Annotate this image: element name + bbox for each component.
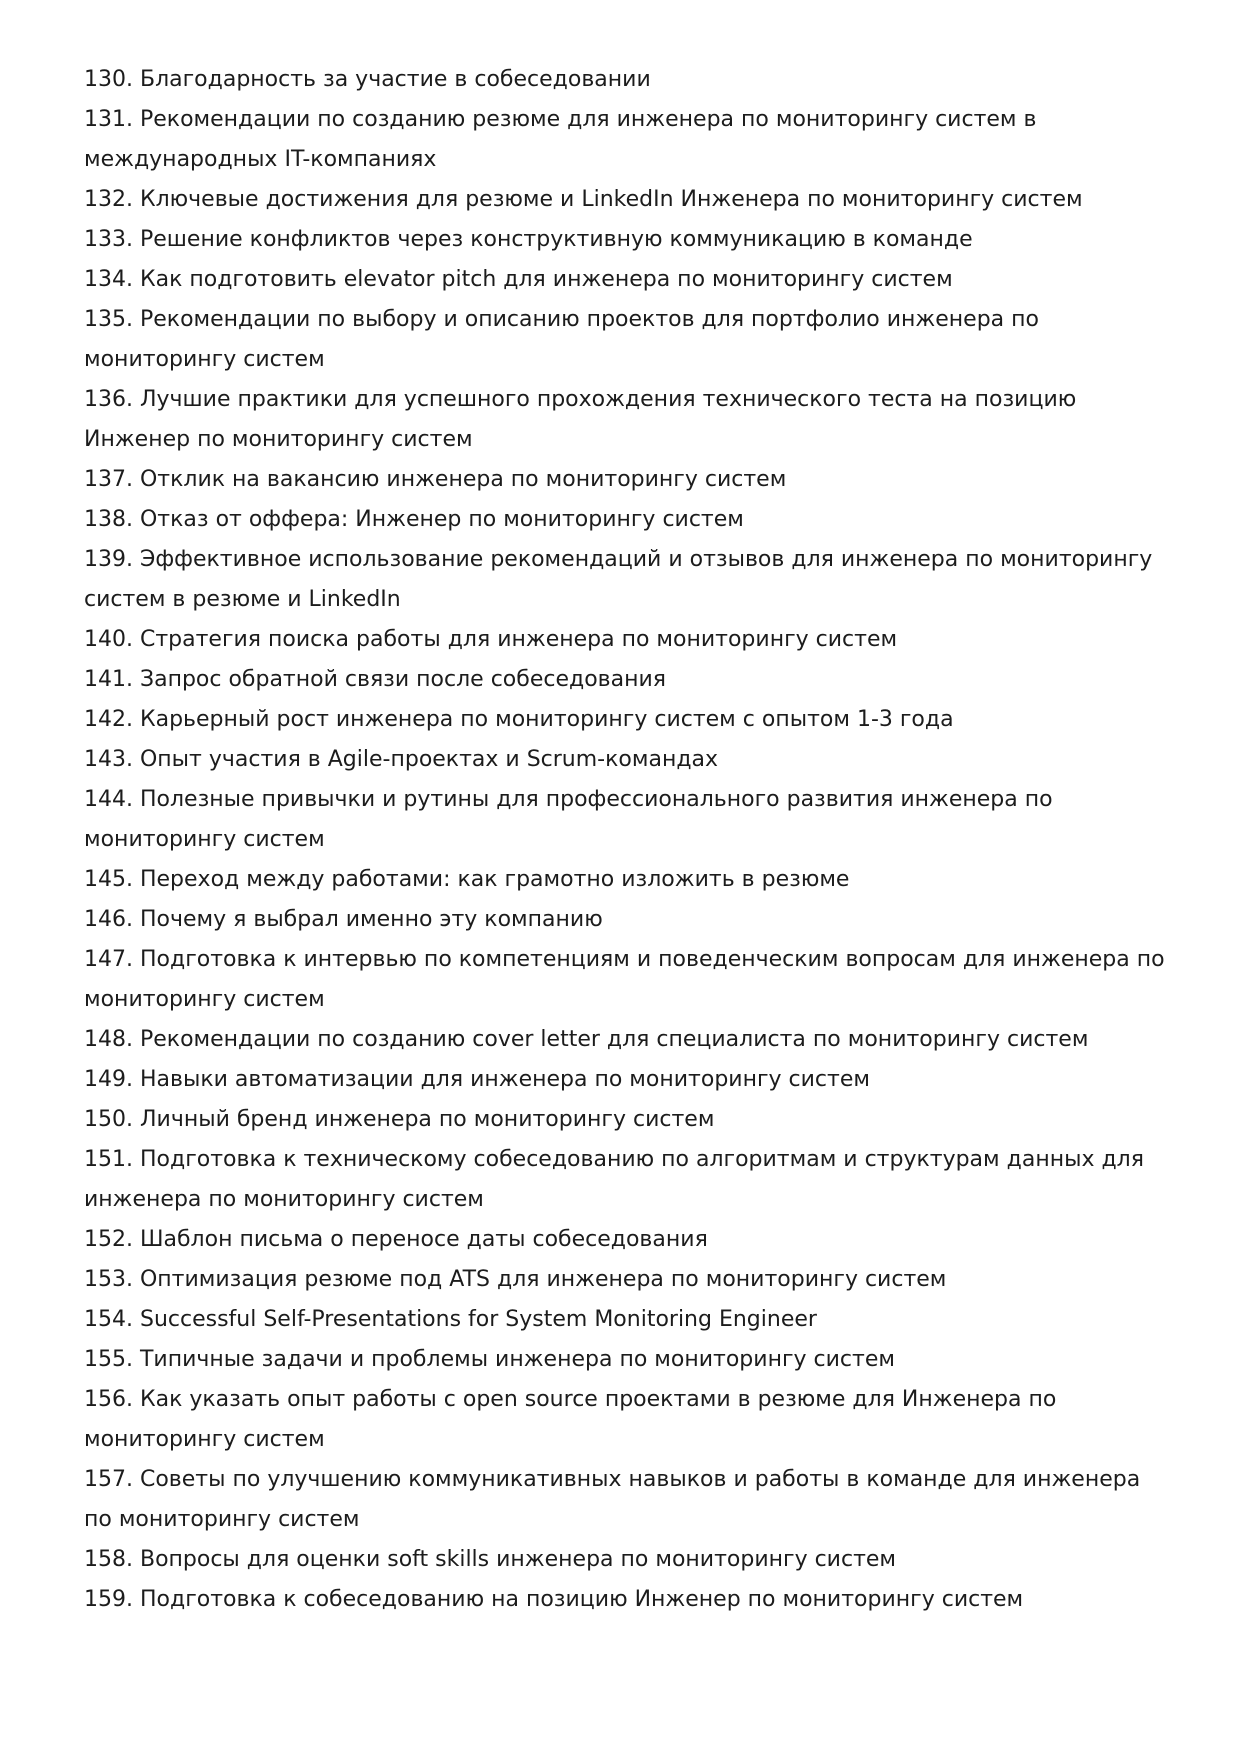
list-item: 142. Карьерный рост инженера по мониторингу систем с опытом 1-3 года [84, 707, 954, 732]
list-item: 147. Подготовка к интервью по компетенциям и поведенческим вопросам для инженера по мониторингу систем [84, 947, 1165, 1012]
list-item: 155. Типичные задачи и проблемы инженера по мониторингу систем [84, 1347, 895, 1372]
list-item: 154. Successful Self-Presentations for System Monitoring Engineer [84, 1307, 817, 1332]
list-item: 132. Ключевые достижения для резюме и LinkedIn Инженера по мониторингу систем [84, 187, 1083, 212]
list-item: 139. Эффективное использование рекомендаций и отзывов для инженера по мониторингу систем в резюме и LinkedIn [84, 547, 1153, 612]
list-item: 130. Благодарность за участие в собеседовании [84, 67, 651, 92]
list-item: 134. Как подготовить elevator pitch для инженера по мониторингу систем [84, 267, 953, 292]
list-item: 152. Шаблон письма о переносе даты собеседования [84, 1227, 708, 1252]
list-item: 149. Навыки автоматизации для инженера по мониторингу систем [84, 1067, 870, 1092]
list-item: 158. Вопросы для оценки soft skills инженера по мониторингу систем [84, 1547, 897, 1572]
list-item: 133. Решение конфликтов через конструктивную коммуникацию в команде [84, 227, 973, 252]
list-item: 153. Оптимизация резюме под ATS для инженера по мониторингу систем [84, 1267, 947, 1292]
list-item: 136. Лучшие практики для успешного прохождения технического теста на позицию Инженер по мониторингу систем [84, 387, 1077, 452]
topic-list [84, 60, 1174, 1620]
list-item: 137. Отклик на вакансию инженера по мониторингу систем [84, 467, 787, 492]
list-item: 159. Подготовка к собеседованию на позицию Инженер по мониторингу систем [84, 1587, 1024, 1612]
list-item: 146. Почему я выбрал именно эту компанию [84, 907, 603, 932]
list-item: 145. Переход между работами: как грамотно изложить в резюме [84, 867, 850, 892]
list-item: 143. Опыт участия в Agile-проектах и Scrum-командах [84, 747, 719, 772]
list-item: 131. Рекомендации по созданию резюме для инженера по мониторингу систем в международных IT-компаниях [84, 107, 1037, 172]
list-item: 157. Советы по улучшению коммуникативных навыков и работы в команде для инженера по мониторингу систем [84, 1467, 1141, 1532]
list-item: 156. Как указать опыт работы с open source проектами в резюме для Инженера по мониторингу систем [84, 1387, 1057, 1452]
list-item: 141. Запрос обратной связи после собеседования [84, 667, 667, 692]
list-item: 140. Стратегия поиска работы для инженера по мониторингу систем [84, 627, 898, 652]
list-item: 150. Личный бренд инженера по мониторингу систем [84, 1107, 715, 1132]
list-item: 144. Полезные привычки и рутины для профессионального развития инженера по мониторингу систем [84, 787, 1053, 852]
list-item: 138. Отказ от оффера: Инженер по мониторингу систем [84, 507, 744, 532]
list-item: 135. Рекомендации по выбору и описанию проектов для портфолио инженера по мониторингу систем [84, 307, 1039, 372]
list-item: 151. Подготовка к техническому собеседованию по алгоритмам и структурам данных для инженера по мониторингу систем [84, 1147, 1144, 1212]
list-item: 148. Рекомендации по созданию cover letter для специалиста по мониторингу систем [84, 1027, 1089, 1052]
